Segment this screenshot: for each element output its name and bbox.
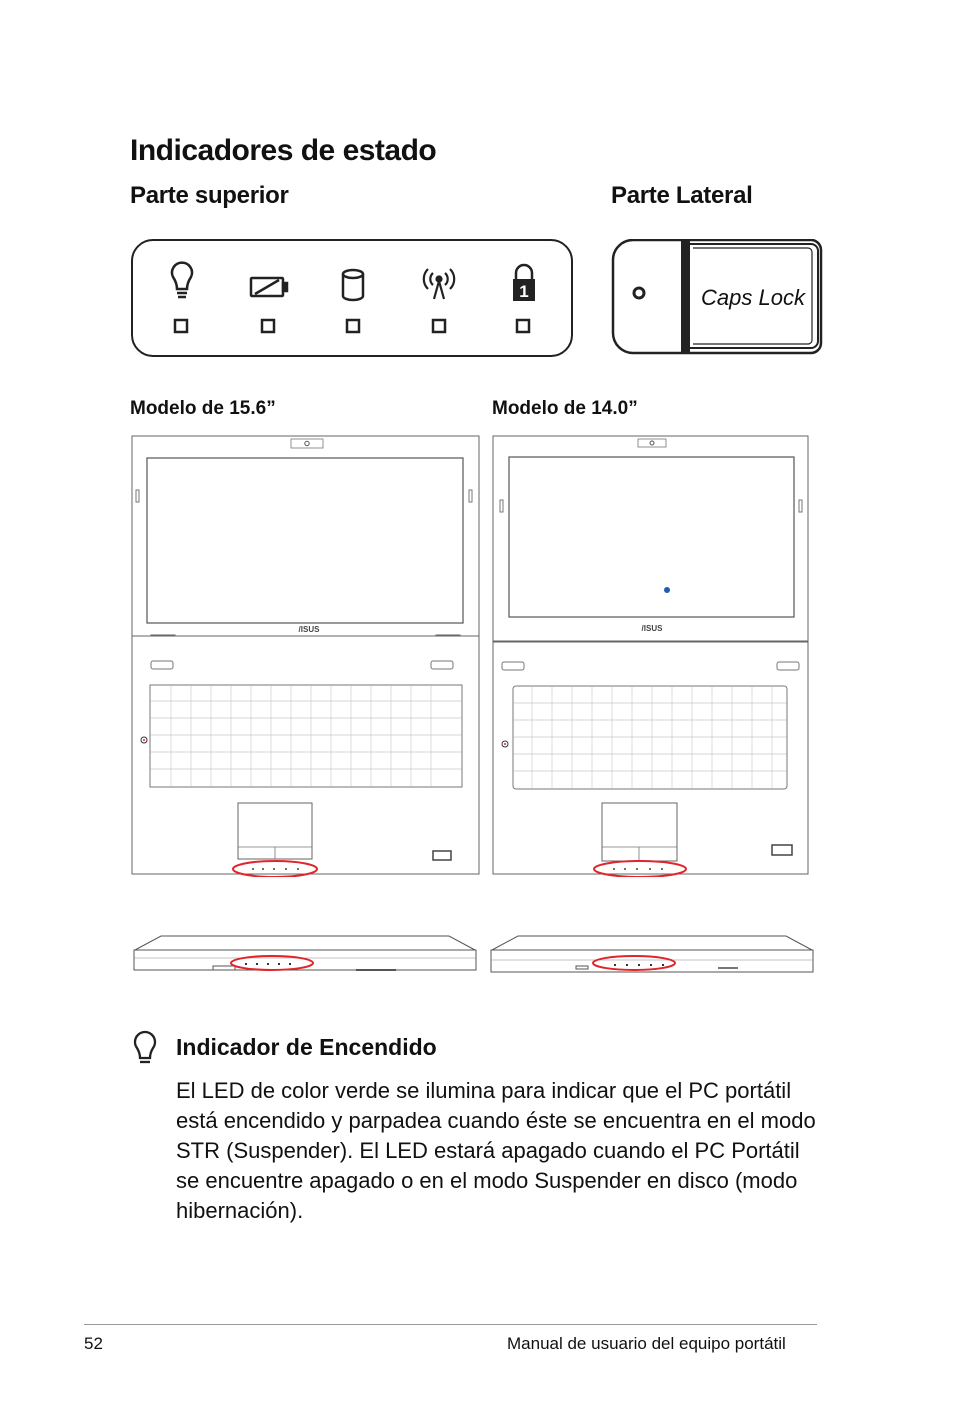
led-square [262,320,274,332]
accent-dot [664,587,670,593]
side-panel [611,239,821,353]
caps-lock-label: Caps Lock [701,285,805,310]
led-square [517,320,529,332]
page-title: Indicadores de estado [130,134,437,167]
battery-charge-icon [251,278,287,296]
wireless-icon [424,269,454,299]
model-label-15: Modelo de 15.6” [130,398,276,419]
hdd-icon [343,270,363,300]
led-panel-top [131,239,573,357]
front-view-14 [488,932,816,983]
page-number: 52 [84,1334,103,1353]
led-square [433,320,445,332]
brand-logo: /ISUS [298,625,320,634]
section-body: El LED de color verde se ilumina para indicar que el PC portátil está encendido y parpadea cuando éste se encuentra en el modo STR (Suspender). El LED estará apagado cuando el PC Portátil se encuentre apagado o en el modo Suspender en disco (modo hibernación). [176,1078,816,1223]
subtitle-top: Parte superior [130,182,289,209]
power-icon [128,1030,162,1075]
brand-logo: /ISUS [641,624,663,633]
led-square [347,320,359,332]
front-view-15 [131,932,479,983]
model-label-14: Modelo de 14.0” [492,398,638,419]
footer-divider [84,1324,817,1325]
num-lock-digit: 1 [519,282,529,301]
power-icon [172,263,192,297]
laptop-illustration-15 [131,435,481,882]
section-heading: Indicador de Encendido [176,1034,437,1060]
subtitle-side: Parte Lateral [611,182,753,209]
laptop-illustration-14 [492,435,810,882]
manual-title: Manual de usuario del equipo portátil [507,1334,786,1353]
led-square [175,320,187,332]
